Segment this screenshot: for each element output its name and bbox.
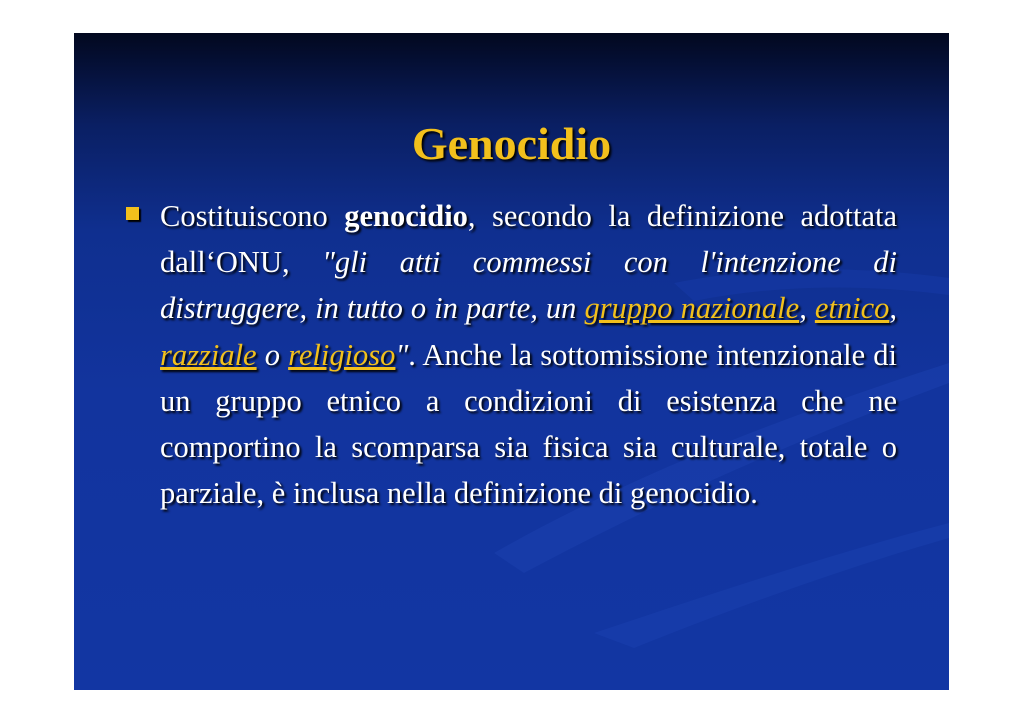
- link-religioso[interactable]: religioso: [288, 337, 396, 372]
- body-text-part: , secondo la definizione adottata dall‘ONU,: [160, 199, 898, 280]
- link-gruppo-nazionale[interactable]: gruppo nazionale: [584, 291, 800, 326]
- slide-body-text: [160, 193, 897, 516]
- body-text-part: . Anche la sottomissione intenzionale di un gruppo etnico a condizioni di esistenza che ne comportino la scomparsa sia fisica sia culturale, totale o parziale, è inclusa nella definizione di genocidio.: [160, 337, 897, 511]
- body-separator: ,: [889, 291, 897, 326]
- body-text-part: Costituiscono: [160, 199, 345, 233]
- body-bold-term: genocidio: [344, 199, 468, 233]
- bullet-square-icon: [126, 207, 139, 220]
- body-separator: ,: [799, 291, 815, 326]
- body-quote-close: ": [395, 337, 409, 372]
- slide-title: Genocidio: [411, 118, 612, 169]
- body-separator: o: [256, 337, 289, 372]
- link-etnico[interactable]: etnico: [814, 291, 890, 326]
- link-razziale[interactable]: razziale: [160, 337, 257, 372]
- slide: [74, 33, 949, 690]
- body-quote-part: "gli atti commessi con l'intenzione di distruggere, in tutto o in parte, un: [160, 245, 897, 326]
